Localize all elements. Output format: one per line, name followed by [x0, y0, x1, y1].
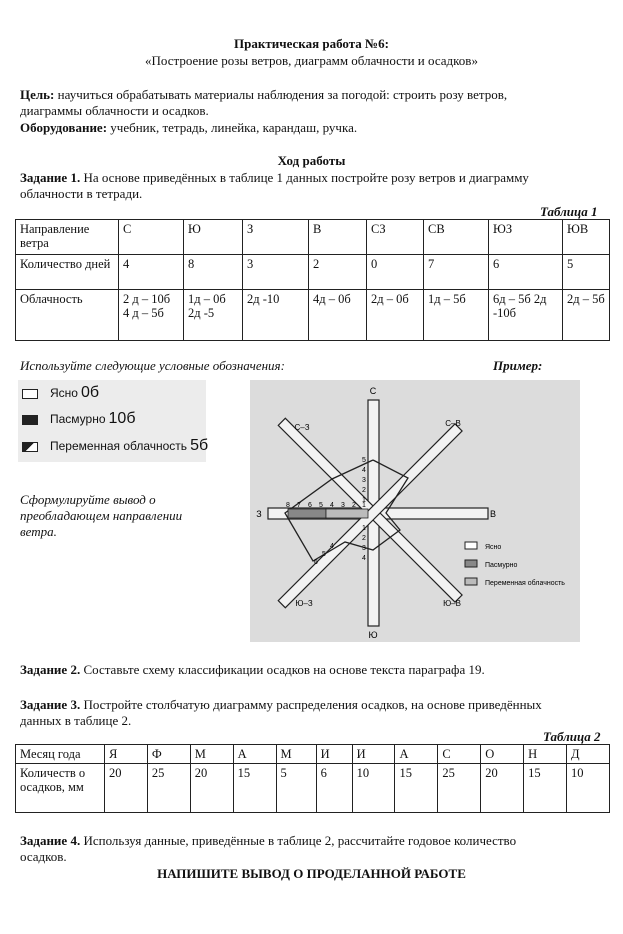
table2-cell: 5: [276, 764, 316, 813]
tick-label: 4: [330, 543, 334, 550]
diagram-legend-label: Пасмурно: [485, 562, 518, 569]
variable-swatch-icon: [22, 442, 38, 452]
table2-cell: И: [352, 745, 395, 764]
table2-row-precip: [16, 764, 610, 813]
task4-line-1: [20, 833, 516, 849]
table2-cell: 15: [524, 764, 567, 813]
table1-cell: 7: [424, 255, 489, 290]
table1-cell: 0: [367, 255, 424, 290]
table1-cell: 6: [489, 255, 563, 290]
table2-cell: 15: [233, 764, 276, 813]
tick-label: 1: [362, 497, 366, 504]
task3-label: Задание 3.: [20, 697, 81, 712]
equipment-text: учебник, тетрадь, линейка, карандаш, ручка.: [110, 120, 358, 135]
task3-line-1: [20, 697, 542, 713]
table1-days-label: Количество дней: [16, 255, 119, 290]
table1-row-directions: [16, 220, 610, 255]
table1-caption: Таблица 1: [540, 204, 598, 219]
legend-intro: Используйте следующие условные обозначения:: [20, 358, 285, 373]
tick-label: 5: [362, 457, 366, 464]
tick-label: 8: [286, 502, 290, 509]
legend-score: 0б: [80, 384, 100, 401]
goal-text: научиться обрабатывать материалы наблюдения за погодой: строить розу ветров,: [57, 87, 508, 102]
diagram-legend-variable-icon: [465, 578, 477, 585]
table1-cell: СВ: [424, 220, 489, 255]
table2-cell: А: [233, 745, 276, 764]
table1-cell: 3: [243, 255, 309, 290]
example-label: Пример:: [493, 358, 543, 373]
diagram-legend-label: Переменная облачность: [485, 580, 565, 587]
tick-label: 4: [362, 467, 366, 474]
legend-score: 10б: [108, 410, 136, 427]
diagram-legend-clear-icon: [465, 542, 477, 549]
table2-cell: С: [438, 745, 481, 764]
table2-cell: М: [190, 745, 233, 764]
table2-cell: 25: [438, 764, 481, 813]
dir-se-label: Ю–В: [443, 599, 461, 608]
tick-label: 4: [362, 555, 366, 562]
diagram-legend-label: Ясно: [485, 544, 502, 551]
table2: [15, 744, 610, 813]
tick-label: 6: [314, 559, 318, 566]
conclusion-line-1: Сформулируйте вывод о: [20, 492, 156, 507]
task3-text: Постройте столбчатую диаграмму распределения осадков, на основе приведённых: [83, 697, 542, 712]
clear-swatch-icon: [22, 389, 38, 399]
tick-label: 4: [330, 502, 334, 509]
table1-cell: 1д – 0б 2д -5: [184, 290, 243, 341]
table2-cell: 6: [316, 764, 352, 813]
table2-cell: Д: [566, 745, 609, 764]
dir-w-label: З: [256, 509, 262, 519]
wind-rose-svg: [250, 380, 580, 642]
legend-score: 5б: [190, 437, 209, 454]
table1-cell: ЮЗ: [489, 220, 563, 255]
table2-cell: 20: [105, 764, 148, 813]
table1-cell: С: [119, 220, 184, 255]
table2-cell: 15: [395, 764, 438, 813]
page-subtitle: «Построение розы ветров, диаграмм облачности и осадков»: [145, 53, 478, 68]
legend-item-overcast: [22, 410, 136, 428]
tick-label: 3: [341, 502, 345, 509]
table1-cell: 1д – 5б: [424, 290, 489, 341]
variable-segment: [326, 509, 368, 518]
table2-precip-label: Количеств о осадков, мм: [16, 764, 105, 813]
table1-cell: Ю: [184, 220, 243, 255]
table1-row-days: [16, 255, 610, 290]
table1-cell: 2д – 0б: [367, 290, 424, 341]
goal-label: Цель:: [20, 87, 55, 102]
task1-line-2: облачности в тетради.: [20, 186, 143, 201]
dir-n-label: С: [369, 386, 377, 396]
table1-cell: 2д -10: [243, 290, 309, 341]
table2-month-label: Месяц года: [16, 745, 105, 764]
tick-label: 6: [308, 502, 312, 509]
tick-label: 5: [322, 551, 326, 558]
table2-cell: Я: [105, 745, 148, 764]
tick-label: 1: [362, 502, 366, 509]
table2-caption: Таблица 2: [543, 729, 601, 744]
tick-label: 7: [297, 502, 301, 509]
legend-name: Ясно: [50, 386, 78, 400]
task1-line-1: [20, 170, 529, 186]
task2-text: Составьте схему классификации осадков на основе текста параграфа 19.: [83, 662, 485, 677]
table1-cell: В: [309, 220, 367, 255]
table1-cell: 4: [119, 255, 184, 290]
equipment-label: Оборудование:: [20, 120, 108, 135]
table1-row-cloudiness: [16, 290, 610, 341]
table1-header-label: Направление ветра: [16, 220, 119, 255]
overcast-segment: [288, 509, 326, 518]
table1-cell: 2д – 5б: [563, 290, 610, 341]
tick-label: 2: [362, 487, 366, 494]
table2-cell: М: [276, 745, 316, 764]
table1-cell: 4д – 0б: [309, 290, 367, 341]
table2-cell: Н: [524, 745, 567, 764]
task2-label: Задание 2.: [20, 662, 81, 677]
table2-cell: Ф: [147, 745, 190, 764]
task2-line: [20, 662, 485, 678]
task3-line-2: данных в таблице 2.: [20, 713, 132, 728]
table1-cell: 2: [309, 255, 367, 290]
table2-cell: А: [395, 745, 438, 764]
diagram-legend-overcast-icon: [465, 560, 477, 567]
dir-nw-label: С–З: [294, 423, 310, 432]
table1-cloud-label: Облачность: [16, 290, 119, 341]
table1-cell: 6д – 5б 2д -10б: [489, 290, 563, 341]
tick-label: 3: [362, 545, 366, 552]
table1-cell: СЗ: [367, 220, 424, 255]
dir-s-label: Ю: [368, 630, 378, 640]
legend-name: Переменная облачность: [50, 439, 188, 453]
table2-cell: 10: [352, 764, 395, 813]
dir-ne-label: С–В: [445, 419, 461, 428]
wind-rose-example: [250, 380, 580, 642]
task1-text: На основе приведённых в таблице 1 данных постройте розу ветров и диаграмму: [83, 170, 529, 185]
tick-label: 5: [319, 502, 323, 509]
table2-cell: 25: [147, 764, 190, 813]
tick-label: 2: [352, 502, 356, 509]
table2-cell: 20: [481, 764, 524, 813]
page-title: Практическая работа №6:: [234, 36, 389, 51]
task4-label: Задание 4.: [20, 833, 81, 848]
conclusion-line-3: ветра.: [20, 524, 57, 539]
legend-item-clear: [22, 384, 99, 402]
goal-line-1: [20, 87, 507, 103]
footer-instruction: НАПИШИТЕ ВЫВОД О ПРОДЕЛАННОЙ РАБОТЕ: [157, 866, 466, 881]
table2-row-months: [16, 745, 610, 764]
table1-cell: ЮВ: [563, 220, 610, 255]
tick-label: 1: [362, 525, 366, 532]
table1-cell: 2 д – 10б 4 д – 5б: [119, 290, 184, 341]
dir-e-label: В: [489, 509, 497, 519]
conclusion-line-2: преобладающем направлении: [20, 508, 183, 523]
dir-sw-label: Ю–З: [295, 599, 313, 608]
task1-label: Задание 1.: [20, 170, 81, 185]
table1: [15, 219, 610, 341]
table2-cell: 10: [566, 764, 609, 813]
procedure-title: Ход работы: [277, 153, 346, 168]
task4-line-2: осадков.: [20, 849, 67, 864]
equipment-line: [20, 120, 357, 136]
table2-cell: 20: [190, 764, 233, 813]
tick-label: 2: [362, 535, 366, 542]
task4-text: Используя данные, приведённые в таблице 2, рассчитайте годовое количество: [83, 833, 517, 848]
legend-item-variable: [22, 437, 208, 455]
table1-cell: 5: [563, 255, 610, 290]
goal-line-2: диаграммы облачности и осадков.: [20, 103, 209, 118]
table1-cell: 8: [184, 255, 243, 290]
table1-cell: З: [243, 220, 309, 255]
table2-cell: О: [481, 745, 524, 764]
table2-cell: И: [316, 745, 352, 764]
overcast-swatch-icon: [22, 415, 38, 425]
legend-name: Пасмурно: [50, 412, 106, 426]
tick-label: 3: [362, 477, 366, 484]
